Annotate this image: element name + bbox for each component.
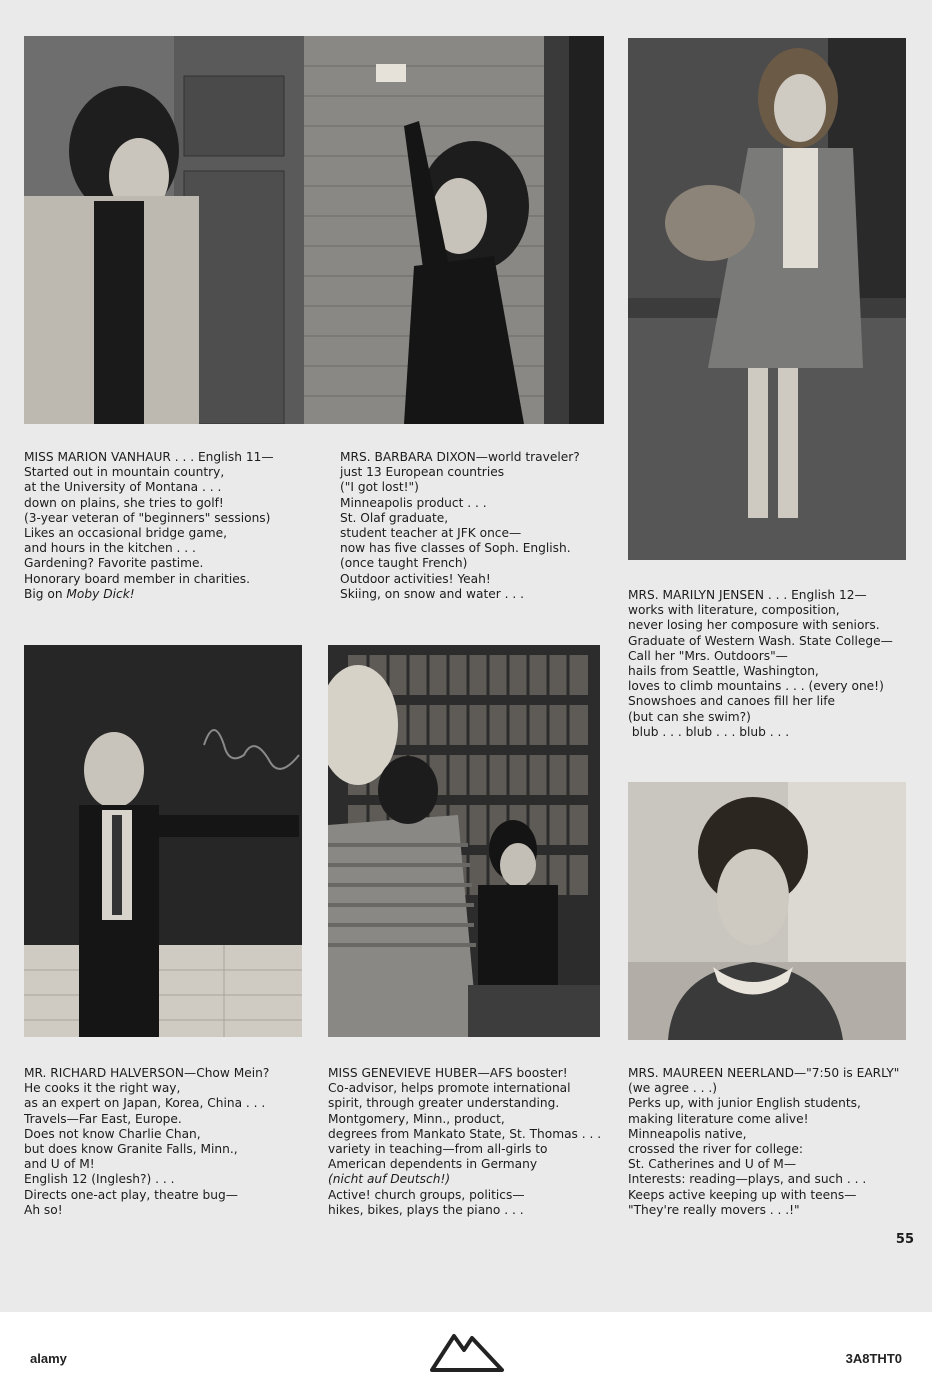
- caption-vanhaur: [24, 450, 274, 602]
- caption-line: Minneapolis native,: [628, 1126, 747, 1141]
- caption-line: Graduate of Western Wash. State College—: [628, 633, 893, 648]
- caption-line: Active! church groups, politics—: [328, 1187, 525, 1202]
- caption-line: but does know Granite Falls, Minn.,: [24, 1142, 238, 1157]
- photo-neerland-art: [628, 782, 906, 1040]
- caption-jensen: [628, 588, 893, 740]
- caption-line: [24, 587, 274, 602]
- caption-line: Travels—Far East, Europe.: [24, 1111, 182, 1126]
- caption-line: student teacher at JFK once—: [340, 526, 522, 541]
- photo-vanhaur-dixon: [24, 36, 604, 424]
- caption-line: He cooks it the right way,: [24, 1081, 181, 1096]
- caption-text: Big on: [24, 586, 67, 601]
- caption-line: MISS GENEVIEVE HUBER—AFS booster!: [328, 1066, 568, 1080]
- caption-dixon: [340, 450, 580, 602]
- caption-line: Minneapolis product . . .: [340, 495, 487, 510]
- photo-halverson-art: [24, 645, 302, 1037]
- caption-italic: Moby Dick!: [66, 586, 135, 601]
- caption-line: making literature come alive!: [628, 1111, 809, 1126]
- alamy-logo-icon: [424, 1328, 510, 1378]
- photo-huber: [328, 645, 600, 1037]
- caption-line: Outdoor activities! Yeah!: [340, 571, 491, 586]
- caption-line: now has five classes of Soph. English.: [340, 541, 571, 556]
- caption-huber: [328, 1066, 601, 1218]
- caption-neerland: [628, 1066, 899, 1218]
- caption-line: spirit, through greater understanding.: [328, 1096, 560, 1111]
- caption-line: MRS. MAUREEN NEERLAND—"7:50 is EARLY": [628, 1066, 900, 1080]
- caption-line: down on plains, she tries to golf!: [24, 495, 224, 510]
- watermark-bar: [0, 1312, 932, 1390]
- caption-line: St. Catherines and U of M—: [628, 1157, 797, 1172]
- caption-line: Snowshoes and canoes fill her life: [628, 694, 836, 709]
- caption-halverson: [24, 1066, 269, 1218]
- caption-line: and hours in the kitchen . . .: [24, 541, 196, 556]
- watermark-brand: alamy: [30, 1351, 67, 1366]
- caption-line: Ah so!: [24, 1202, 63, 1217]
- caption-line: American dependents in Germany: [328, 1157, 538, 1172]
- caption-line: MRS. BARBARA DIXON—world traveler?: [340, 450, 580, 464]
- caption-line: Started out in mountain country,: [24, 465, 225, 480]
- photo-jensen: [628, 38, 906, 560]
- caption-line: just 13 European countries: [340, 465, 505, 480]
- caption-line: works with literature, composition,: [628, 603, 840, 618]
- photo-vanhaur-dixon-art: [24, 36, 604, 424]
- caption-line: (once taught French): [340, 556, 468, 571]
- caption-line: blub . . . blub . . . blub . . .: [628, 724, 790, 739]
- page-number: 55: [895, 1232, 914, 1247]
- caption-line: (3-year veteran of "beginners" sessions): [24, 510, 271, 525]
- photo-jensen-art: [628, 38, 906, 560]
- caption-italic: (nicht auf Deutsch!): [328, 1172, 451, 1187]
- caption-line: Likes an occasional bridge game,: [24, 526, 227, 541]
- photo-huber-art: [328, 645, 600, 1037]
- caption-line: Honorary board member in charities.: [24, 571, 250, 586]
- caption-line: Skiing, on snow and water . . .: [340, 586, 524, 601]
- caption-line: degrees from Mankato State, St. Thomas . . .: [328, 1126, 602, 1141]
- caption-line: English 12 (Inglesh?) . . .: [24, 1172, 175, 1187]
- caption-line: Directs one-act play, theatre bug—: [24, 1187, 238, 1202]
- caption-line: variety in teaching—from all-girls to: [328, 1142, 548, 1157]
- caption-line: MISS MARION VANHAUR . . . English 11—: [24, 450, 274, 464]
- caption-line: (we agree . . .): [628, 1081, 718, 1096]
- caption-line: Does not know Charlie Chan,: [24, 1126, 201, 1141]
- caption-line: Call her "Mrs. Outdoors"—: [628, 648, 788, 663]
- watermark-image-id: 3A8THT0: [845, 1351, 902, 1366]
- caption-line: Perks up, with junior English students,: [628, 1096, 861, 1111]
- photo-neerland: [628, 782, 906, 1040]
- caption-line: Keeps active keeping up with teens—: [628, 1187, 857, 1202]
- caption-line: Montgomery, Minn., product,: [328, 1111, 505, 1126]
- caption-line: crossed the river for college:: [628, 1142, 803, 1157]
- caption-line: MR. RICHARD HALVERSON—Chow Mein?: [24, 1066, 270, 1080]
- caption-line: (but can she swim?): [628, 709, 751, 724]
- caption-line: Gardening? Favorite pastime.: [24, 556, 204, 571]
- caption-line: as an expert on Japan, Korea, China . . .: [24, 1096, 266, 1111]
- caption-line: loves to climb mountains . . . (every one!): [628, 679, 884, 694]
- caption-line: ("I got lost!"): [340, 480, 419, 495]
- caption-line: hails from Seattle, Washington,: [628, 664, 819, 679]
- caption-line: St. Olaf graduate,: [340, 510, 449, 525]
- caption-line: MRS. MARILYN JENSEN . . . English 12—: [628, 588, 867, 602]
- caption-line: Co-advisor, helps promote international: [328, 1081, 571, 1096]
- caption-line: at the University of Montana . . .: [24, 480, 222, 495]
- photo-halverson: [24, 645, 302, 1037]
- caption-line: hikes, bikes, plays the piano . . .: [328, 1202, 524, 1217]
- caption-line: Interests: reading—plays, and such . . .: [628, 1172, 867, 1187]
- caption-line: never losing her composure with seniors.: [628, 618, 880, 633]
- caption-line: and U of M!: [24, 1157, 95, 1172]
- caption-line: "They're really movers . . .!": [628, 1202, 800, 1217]
